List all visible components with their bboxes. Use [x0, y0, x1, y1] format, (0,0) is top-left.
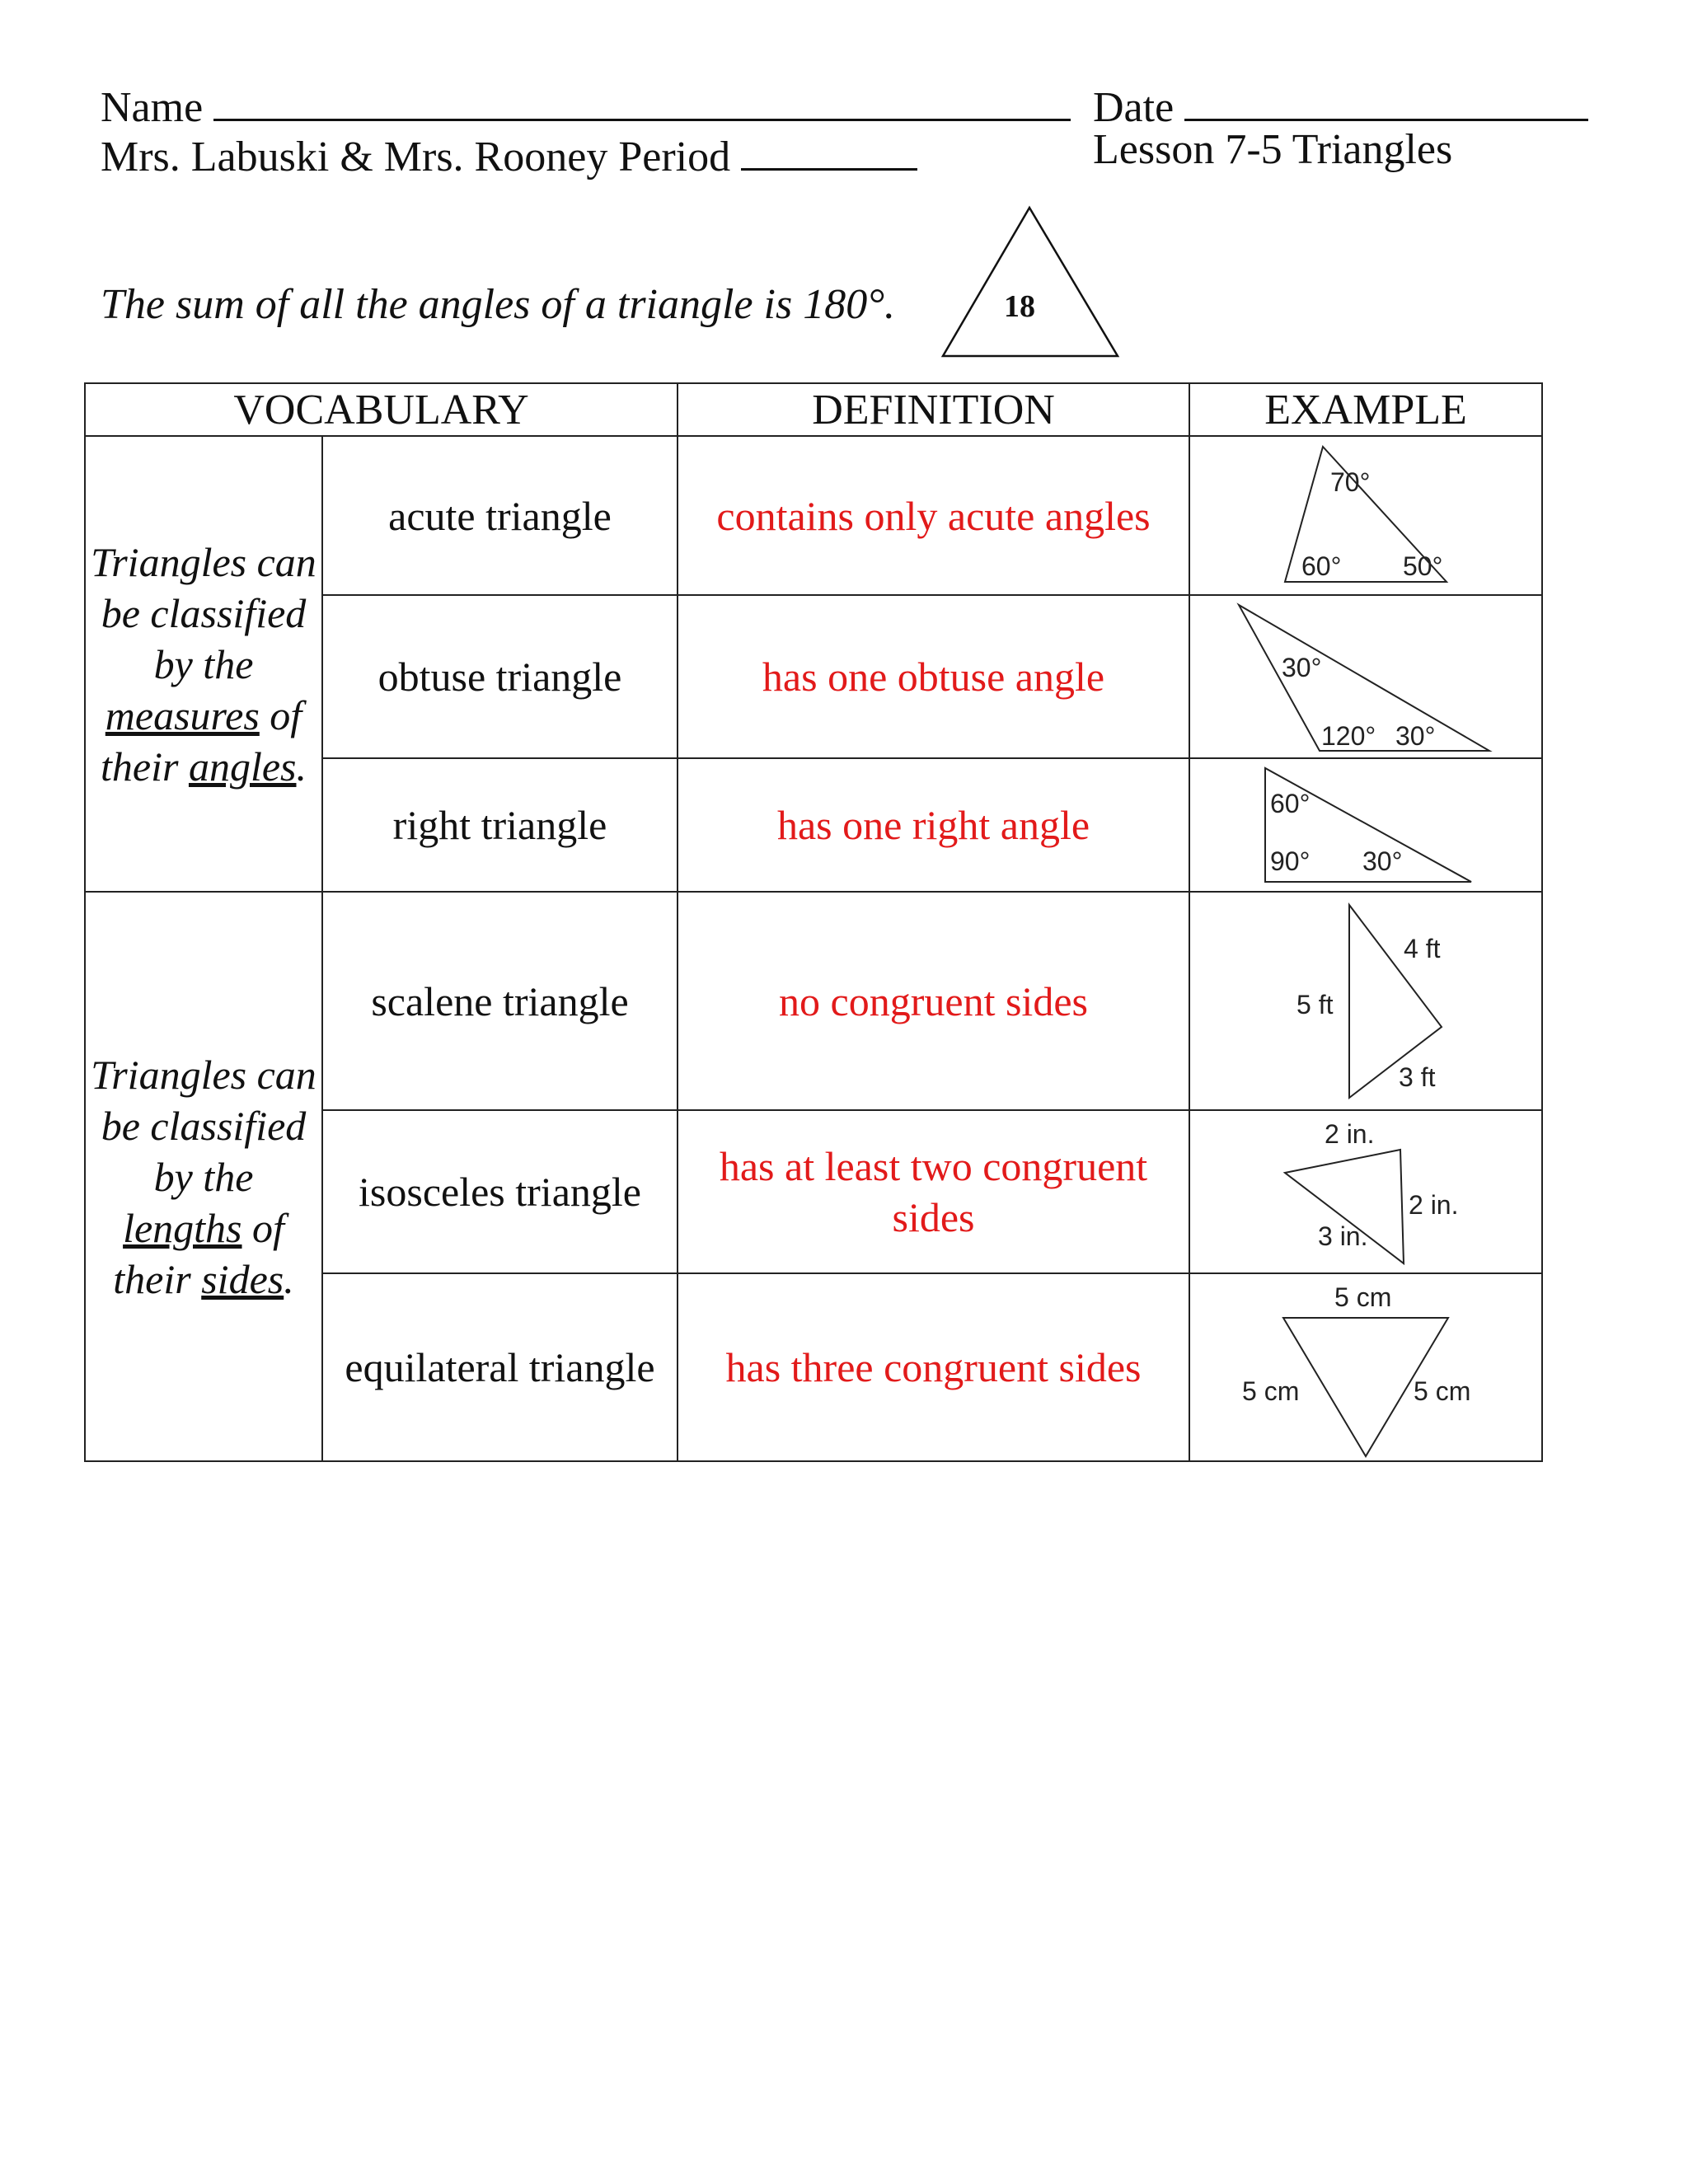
definition-obtuse-triangle: has one obtuse angle [678, 595, 1189, 758]
term-isosceles-triangle: isosceles triangle [322, 1110, 678, 1273]
example-acute-triangle [1189, 436, 1542, 595]
acute-triangle-diagram [1242, 442, 1489, 590]
svg-text:2 in.: 2 in. [1409, 1190, 1459, 1220]
header-example: EXAMPLE [1189, 383, 1542, 436]
date-line [1093, 76, 1588, 133]
svg-text:30°: 30° [1395, 721, 1436, 751]
table-row [85, 436, 1542, 595]
isosceles-triangle-diagram [1259, 1113, 1473, 1270]
svg-text:120°: 120° [1321, 721, 1376, 751]
term-obtuse-triangle: obtuse triangle [322, 595, 678, 758]
svg-text:4 ft: 4 ft [1404, 933, 1441, 963]
definition-equilateral-triangle: has three congruent sides [678, 1273, 1189, 1461]
svg-text:30°: 30° [1362, 846, 1403, 876]
term-scalene-triangle: scalene triangle [322, 892, 678, 1110]
obtuse-triangle-diagram [1234, 598, 1498, 755]
example-right-triangle [1189, 758, 1542, 892]
svg-text:5 cm: 5 cm [1414, 1376, 1471, 1406]
svg-text:60°: 60° [1301, 551, 1342, 581]
example-obtuse-triangle [1189, 595, 1542, 758]
table-header-row [85, 383, 1542, 436]
angle-sum-statement: The sum of all the angles of a triangle is 180°. [101, 281, 896, 328]
definition-isosceles-triangle: has at least two congruent sides [678, 1110, 1189, 1273]
date-label: Date [1093, 84, 1175, 131]
name-line [101, 76, 1071, 133]
period-line [101, 125, 917, 182]
triangle-badge-number: 18 [1004, 289, 1035, 324]
term-acute-triangle: acute triangle [322, 436, 678, 595]
right-triangle-diagram [1250, 763, 1481, 887]
svg-text:50°: 50° [1403, 551, 1443, 581]
svg-text:2 in.: 2 in. [1325, 1119, 1375, 1149]
teachers-period-label: Mrs. Labuski & Mrs. Rooney Period [101, 134, 731, 180]
name-label: Name [101, 84, 204, 131]
lesson-title: Lesson 7-5 Triangles [1093, 126, 1453, 173]
period-field[interactable] [741, 125, 917, 171]
svg-text:3 in.: 3 in. [1318, 1221, 1368, 1251]
definition-right-triangle: has one right angle [678, 758, 1189, 892]
svg-text:3 ft: 3 ft [1399, 1062, 1436, 1092]
term-right-triangle: right triangle [322, 758, 678, 892]
svg-text:5 ft: 5 ft [1296, 989, 1334, 1019]
table-row [85, 892, 1542, 1110]
definition-acute-triangle: contains only acute angles [678, 436, 1189, 595]
svg-text:30°: 30° [1282, 653, 1322, 682]
svg-text:70°: 70° [1330, 466, 1371, 497]
name-field[interactable] [213, 76, 1071, 121]
example-equilateral-triangle [1189, 1273, 1542, 1461]
date-field[interactable] [1184, 76, 1588, 121]
side-classification-note: Triangles can be classified by the lengths of their sides. [85, 892, 322, 1461]
angle-classification-note: Triangles can be classified by the measures of their angles. [85, 436, 322, 892]
scalene-triangle-diagram [1267, 898, 1465, 1104]
example-scalene-triangle [1189, 892, 1542, 1110]
term-equilateral-triangle: equilateral triangle [322, 1273, 678, 1461]
triangle-badge-icon [940, 201, 1121, 358]
example-isosceles-triangle [1189, 1110, 1542, 1273]
svg-text:5 cm: 5 cm [1334, 1282, 1392, 1312]
vocabulary-table [84, 382, 1543, 1462]
svg-text:60°: 60° [1270, 789, 1311, 818]
svg-text:90°: 90° [1270, 846, 1311, 876]
svg-text:5 cm: 5 cm [1242, 1376, 1300, 1406]
header-vocabulary: VOCABULARY [85, 383, 678, 436]
header-definition: DEFINITION [678, 383, 1189, 436]
equilateral-triangle-diagram [1242, 1277, 1489, 1458]
definition-scalene-triangle: no congruent sides [678, 892, 1189, 1110]
